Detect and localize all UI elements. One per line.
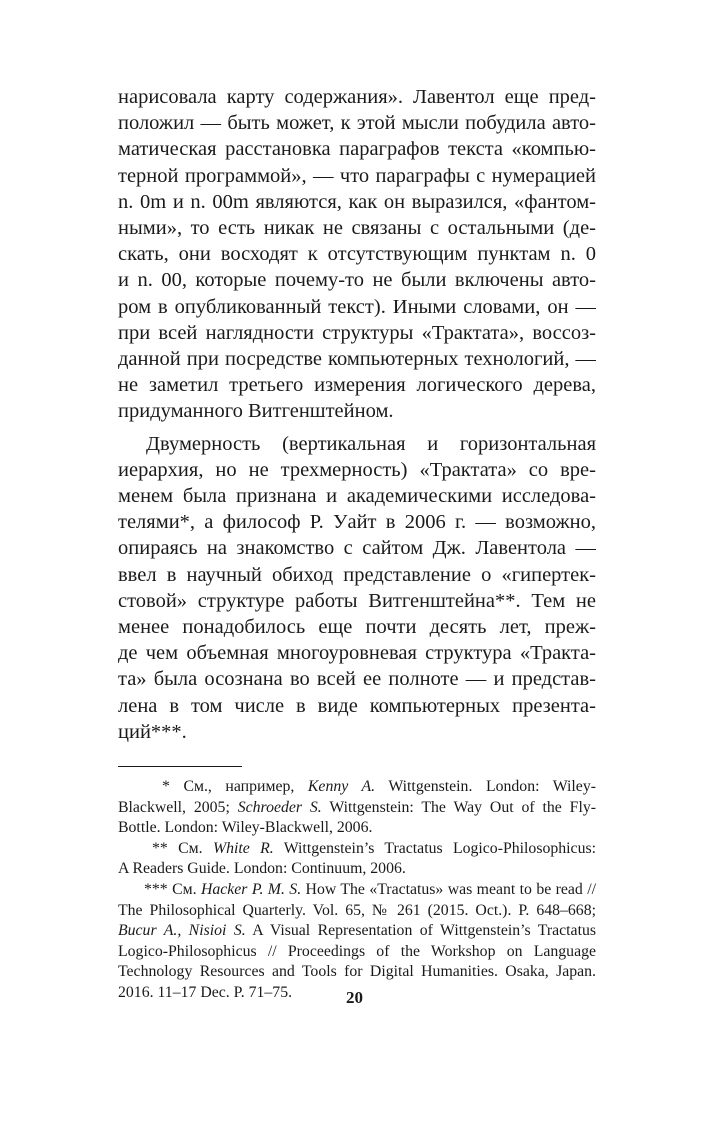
footnote-author: Bucur A., Nisioi S. bbox=[118, 922, 246, 940]
text-line: де чем объемная многоуровневая структура «Тракта- bbox=[118, 642, 596, 665]
footnote-line: The Philosophical Quarterly. Vol. 65, № 261 (2015. Oct.). P. 648–668; bbox=[118, 901, 596, 919]
footnote-line: * См., например, Kenny A. Wittgenstein. London: Wiley- bbox=[162, 778, 596, 796]
footnote-line: Blackwell, 2005; Schroeder S. Wittgenstein: The Way Out of the Fly- bbox=[118, 798, 596, 816]
footnote-line: ** См. White R. Wittgenstein’s Tractatus Logico-Philosophicus: bbox=[152, 839, 596, 857]
footnote-line: Bottle. London: Wiley-Blackwell, 2006. bbox=[118, 819, 373, 837]
text-line: матическая расстановка параграфов текста «компью- bbox=[118, 138, 596, 161]
page-content bbox=[118, 84, 596, 1004]
footnote-line: A Readers Guide. London: Continuum, 2006. bbox=[118, 860, 406, 878]
text-line: ввел в научный обиход представление о «гипертек- bbox=[118, 563, 596, 586]
footnote-author: White R. bbox=[212, 839, 274, 857]
footnote-author: Kenny A. bbox=[307, 778, 376, 796]
text-line: лена в том числе в виде компьютерных презента- bbox=[118, 694, 596, 717]
footnote-line: 2016. 11–17 Dec. P. 71–75. bbox=[118, 984, 293, 1002]
text-line: опираясь на знакомство с сайтом Дж. Лавентола — bbox=[118, 537, 596, 560]
text-line: терной программой», — что параграфы с нумерацией bbox=[118, 164, 596, 187]
text-line: иерархия, но не трехмерность) «Трактата» со вре- bbox=[118, 458, 596, 481]
text-line: скать, они восходят к отсутствующим пунктам n. 0 bbox=[118, 243, 596, 266]
footnote-line: *** См. Hacker P. M. S. How The «Tractatus» was meant to be read // bbox=[144, 881, 596, 899]
text-line: ром в опубликованный текст). Иными словами, он — bbox=[118, 295, 596, 318]
text-line: положил — быть может, к этой мысли побудила авто- bbox=[118, 112, 596, 135]
text-line: та» была осознана во всей ее полноте — и представ- bbox=[118, 668, 596, 691]
text-line: при всей наглядности структуры «Трактата», воссоз- bbox=[118, 321, 596, 344]
text-line: данной при посредстве компьютерных технологий, — bbox=[118, 348, 596, 371]
footnote-author: Schroeder S. bbox=[237, 798, 322, 816]
footnote-line: Technology Resources and Tools for Digital Humanities. Osaka, Japan. bbox=[118, 963, 596, 981]
text-line: придуманного Витгенштейном. bbox=[118, 400, 394, 423]
page-number: 20 bbox=[346, 988, 363, 1007]
text-line: и n. 00, которые почему-то не были включены авто- bbox=[118, 269, 596, 292]
footnote-divider bbox=[118, 766, 242, 767]
text-line: нарисовала карту содержания». Лавентол еще пред- bbox=[118, 86, 596, 108]
text-line: не заметил третьего измерения логического дерева, bbox=[118, 374, 596, 397]
body-paragraph-2 bbox=[118, 431, 596, 745]
footnote-line: Logico-Philosophicus // Proceedings of the Workshop on Language bbox=[118, 942, 596, 960]
text-line: ными», то есть никак не связаны с остальными (де- bbox=[118, 217, 596, 240]
text-line: менее понадобилось еще почти десять лет, преж- bbox=[118, 616, 596, 639]
footnote-3 bbox=[118, 880, 596, 1004]
text-line: стовой» структуре работы Витгенштейна**. Тем не bbox=[118, 589, 596, 612]
text-line: менем была признана и академическими исследова- bbox=[118, 485, 596, 508]
footnote-1 bbox=[118, 777, 596, 839]
text-line: ций***. bbox=[118, 720, 187, 743]
text-line: телями*, а философ Р. Уайт в 2006 г. — возможно, bbox=[118, 511, 596, 534]
text-line: n. 0m и n. 00m являются, как он выразился, «фантом- bbox=[118, 190, 596, 213]
body-paragraph-1 bbox=[118, 84, 596, 425]
text-line: Двумерность (вертикальная и горизонтальная bbox=[146, 432, 596, 455]
footnote-author: Hacker P. M. S. bbox=[200, 881, 302, 899]
footnote-2 bbox=[118, 839, 596, 880]
footnote-line: Bucur A., Nisioi S. A Visual Representation of Wittgenstein’s Tractatus bbox=[118, 922, 596, 940]
